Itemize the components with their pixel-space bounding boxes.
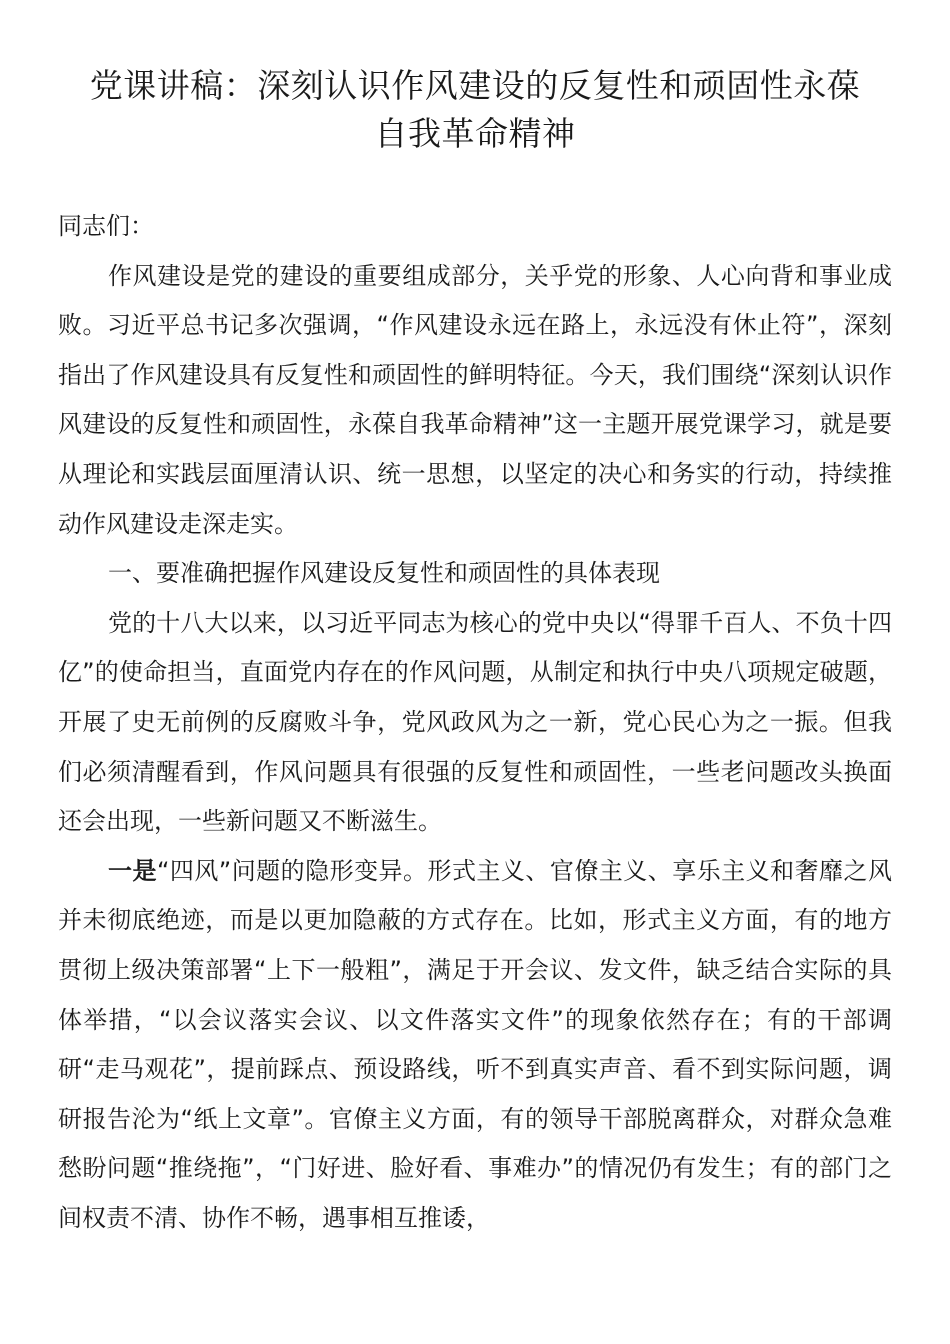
title-line-1: 党课讲稿：深刻认识作风建设的反复性和顽固性永葆 [89,66,861,105]
title-line-2: 自我革命精神 [374,114,576,153]
paragraph-intro: 作风建设是党的建设的重要组成部分，关乎党的形象、人心向背和事业成败。习近平总书记多次强调，“作风建设永远在路上，永远没有休止符”，深刻指出了作风建设具有反复性和顽固性的鲜明特征。今天，我们围绕“深刻认识作风建设的反复性和顽固性，永葆自我革命精神”这一主题开展党课学习，就是要从理论和实践层面厘清认识、统一思想，以坚定的决心和务实的行动，持续推动作风建设走深走实。 [58,261,892,538]
point-1-text: “四风”问题的隐形变异。形式主义、官僚主义、享乐主义和奢靡之风并未彻底绝迹，而是以更加隐蔽的方式存在。比如，形式主义方面，有的地方贯彻上级决策部署“上下一般粗”，满足于开会议、发文件，缺乏结合实际的具体举措，“以会议落实会议、以文件落实文件”的现象依然存在；有的干部调研“走马观花”，提前踩点、预设路线，听不到真实声音、看不到实际问题，调研报告沦为“纸上文章”。官僚主义方面，有的领导干部脱离群众，对群众急难愁盼问题“推绕拖”，“门好进、脸好看、事难办”的情况仍有发生；有的部门之间权责不清、协作不畅，遇事相互推诿， [58,856,892,1232]
document-title [58,62,892,158]
document-body [58,202,892,1243]
point-lead: 一是 [108,856,157,885]
section-heading-1: 一、要准确把握作风建设反复性和顽固性的具体表现 [108,559,660,588]
paragraph-point-1 [58,847,892,1244]
paragraph-background: 党的十八大以来，以习近平同志为核心的党中央以“得罪千百人、不负十四亿”的使命担当，直面党内存在的作风问题，从制定和执行中央八项规定破题，开展了史无前例的反腐败斗争，党风政风为之一新，党心民心为之一振。但我们必须清醒看到，作风问题具有很强的反复性和顽固性，一些老问题改头换面还会出现，一些新问题又不断滋生。 [58,608,892,836]
salutation: 同志们： [58,212,154,240]
